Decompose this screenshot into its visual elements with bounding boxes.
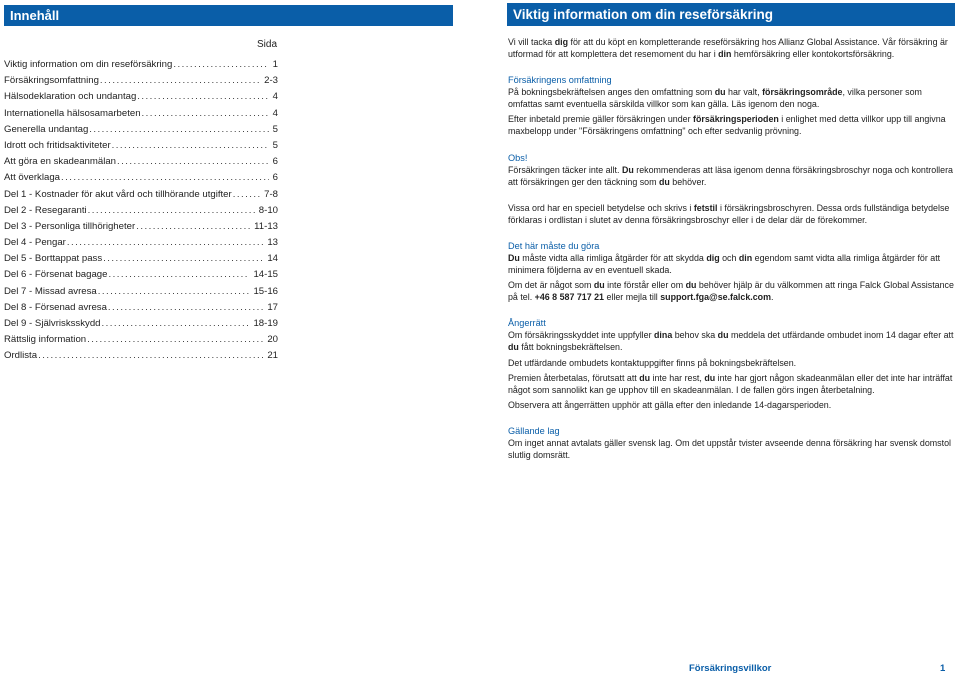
toc-header: Innehåll <box>4 5 453 26</box>
toc-entry-page: 14 <box>267 253 278 265</box>
toc-entry-label: Del 8 - Försenad avresa <box>4 301 107 313</box>
regret-paragraph-4: Observera att ångerrätten upphör att gälla efter den inledande 14-dagarsperioden. <box>508 399 832 410</box>
toc-leader-dots <box>100 73 260 88</box>
toc-entry-label: Del 1 - Kostnader för akut vård och tillhörande utgifter <box>4 188 232 200</box>
support-email-link[interactable]: support.fga@se.falck.com <box>660 292 771 303</box>
toc-entry[interactable] <box>4 251 278 267</box>
toc-leader-dots <box>87 332 263 347</box>
toc-entry-page: 13 <box>267 237 278 249</box>
toc-leader-dots <box>173 57 268 72</box>
toc-entry-label: Försäkringsomfattning <box>4 75 99 87</box>
toc-entry-page: 6 <box>272 156 278 168</box>
toc-entry[interactable] <box>4 219 278 235</box>
obs-paragraph: Försäkringen täcker inte allt. Du rekommenderas att läsa igenom denna försäkringsbroschyr noga och kontrollera att försäkringen ger den täckning som du behöver. <box>508 164 953 187</box>
toc-entry[interactable] <box>4 348 278 364</box>
toc-entry-label: Ordlista <box>4 350 38 362</box>
toc-leader-dots <box>89 122 268 137</box>
toc-entry-page: 4 <box>272 107 278 119</box>
must-title: Det här måste du göra <box>508 240 600 251</box>
toc-entry[interactable] <box>4 89 278 105</box>
must-paragraph-1: Du måste vidta alla rimliga åtgärder för att skydda dig och din egendom samt vidta alla rimliga åtgärder för att minimera följderna av en eventuell skada. <box>508 252 941 276</box>
toc-entry-label: Idrott och fritidsaktiviteter <box>4 139 111 151</box>
toc-leader-dots <box>102 316 250 331</box>
intro-paragraph: Vi vill tacka dig för att du köpt en kompletterande reseförsäkring hos Allianz Global Assistance. Vår försäkring är utformad för att komplettera det resemoment du har i din hemförsäkring eller kontokortsförsäkring. <box>508 37 948 60</box>
toc-leader-dots <box>233 187 260 202</box>
toc-entry-label: Del 9 - Självrisksskydd <box>4 318 101 329</box>
toc-entry-page: 11-13 <box>254 220 278 232</box>
law-title: Gällande lag <box>508 425 560 436</box>
words-paragraph: Vissa ord har en speciell betydelse och skrivs i fetstil i försäkringsbroschyren. Dessa ords fullständiga betydelse förklaras i ordlistan i slutet av denna försäkringsbroschyr eller i de delar där de förekommer. <box>508 202 950 225</box>
scope-title: Försäkringens omfattning <box>508 75 612 86</box>
toc-entry-page: 15-16 <box>253 285 278 297</box>
toc-leader-dots <box>142 106 269 121</box>
toc-entry-label: Del 3 - Personliga tillhörigheter <box>4 220 136 232</box>
must-paragraph-2: Om det är något som du inte förstår eller om du behöver hjälp är du välkommen att ringa Falck Global Assistance på tel. +46 8 587 717 21 eller mejla till support.fga@se.falck.com. <box>508 280 954 303</box>
toc-entry-label: Internationella hälsosamarbeten <box>4 107 141 119</box>
toc-entry-page: 1 <box>272 59 278 70</box>
toc-entry-label: Del 7 - Missad avresa <box>4 285 97 297</box>
toc-list <box>4 57 278 365</box>
toc-entry[interactable] <box>4 170 278 186</box>
toc-leader-dots <box>103 251 263 266</box>
toc-entry-page: 14-15 <box>253 269 278 281</box>
law-paragraph: Om inget annat avtalats gäller svensk lag. Om det uppstår tvister avseende denna försäkring har svensk domstol slutlig domsrätt. <box>508 437 951 460</box>
obs-title: Obs! <box>508 152 528 163</box>
toc-entry[interactable] <box>4 235 278 251</box>
toc-leader-dots <box>88 203 255 218</box>
footer-page-number: 1 <box>940 663 946 674</box>
toc-entry[interactable] <box>4 332 278 348</box>
toc-entry-label: Rättslig information <box>4 334 87 346</box>
toc-entry[interactable] <box>4 106 278 122</box>
toc-entry[interactable] <box>4 267 278 283</box>
toc-entry[interactable] <box>4 187 278 203</box>
toc-leader-dots <box>112 138 269 153</box>
toc-entry[interactable] <box>4 57 278 73</box>
toc-entry-label: Hälsodeklaration och undantag <box>4 91 137 103</box>
toc-leader-dots <box>67 235 263 250</box>
regret-paragraph-1: Om försäkringsskyddet inte uppfyller dina behov ska du meddela det utfärdande ombudet inom 14 dagar efter att du fått bokningsbekräftelsen. <box>508 330 954 353</box>
regret-paragraph-2: Det utfärdande ombudets kontaktuppgifter finns på bokningsbekräftelsen. <box>508 357 797 368</box>
toc-entry-label: Generella undantag <box>4 123 89 135</box>
toc-entry-label: Viktig information om din reseförsäkring <box>4 59 173 70</box>
toc-entry-page: 5 <box>272 139 278 151</box>
scope-paragraph-1: På bokningsbekräftelsen anges den omfattning som du har valt, försäkringsområde, vilka personer som omfattas samt eventuella särskilda villkor som kan gälla. Läs igenom den noga. <box>508 87 922 110</box>
regret-paragraph-3: Premien återbetalas, förutsatt att du inte har rest, du inte har gjort någon skadeanmälan eller det inte har inträffat något som sannolikt kan ge upphov till en skadeanmälan. I de fallen görs ingen återbetalning. <box>508 372 953 395</box>
toc-entry[interactable] <box>4 73 278 89</box>
toc-leader-dots <box>117 154 269 169</box>
toc-leader-dots <box>61 170 269 185</box>
toc-entry-label: Del 2 - Resegaranti <box>4 204 87 216</box>
toc-page-label: Sida <box>256 39 277 50</box>
toc-entry-page: 8-10 <box>258 204 278 216</box>
toc-entry[interactable] <box>4 203 278 219</box>
toc-entry-label: Del 6 - Försenat bagage <box>4 269 108 281</box>
footer-title: Försäkringsvillkor <box>689 663 772 674</box>
toc-entry-label: Att överklaga <box>4 172 60 184</box>
info-header: Viktig information om din reseförsäkring <box>507 3 955 26</box>
toc-entry-page: 6 <box>272 172 278 184</box>
toc-entry[interactable] <box>4 154 278 170</box>
info-body <box>507 36 955 461</box>
toc-entry-label: Del 5 - Borttappat pass <box>4 253 103 265</box>
toc-entry-page: 2-3 <box>264 75 278 87</box>
toc-leader-dots <box>108 300 263 315</box>
toc-entry-page: 5 <box>272 123 278 135</box>
info-column <box>507 3 955 464</box>
toc-entry[interactable] <box>4 316 278 332</box>
toc-leader-dots <box>136 219 250 234</box>
toc-entry-page: 7-8 <box>264 188 278 200</box>
toc-entry[interactable] <box>4 300 278 316</box>
regret-title: Ångerrätt <box>508 318 546 329</box>
toc-leader-dots <box>98 284 250 299</box>
toc-entry[interactable] <box>4 138 278 154</box>
toc-entry-page: 17 <box>267 301 278 313</box>
toc-entry-page: 18-19 <box>253 318 278 329</box>
toc-leader-dots <box>38 348 263 363</box>
toc-entry-page: 21 <box>267 350 278 362</box>
toc-entry-label: Del 4 - Pengar <box>4 237 66 249</box>
scope-paragraph-2: Efter inbetald premie gäller försäkringen under försäkringsperioden i enlighet med detta villkor upp till angivna maxbelopp under "Försäkringens omfattning" och efter sedvanlig prövning. <box>508 114 946 137</box>
phone-number: +46 8 587 717 21 <box>534 292 604 303</box>
toc-entry[interactable] <box>4 284 278 300</box>
toc-column <box>4 5 453 365</box>
toc-entry-page: 20 <box>267 334 278 346</box>
toc-entry-page: 4 <box>272 91 278 103</box>
toc-leader-dots <box>137 89 268 104</box>
toc-leader-dots <box>108 267 249 282</box>
toc-entry[interactable] <box>4 122 278 138</box>
toc-entry-label: Att göra en skadeanmälan <box>4 156 117 168</box>
